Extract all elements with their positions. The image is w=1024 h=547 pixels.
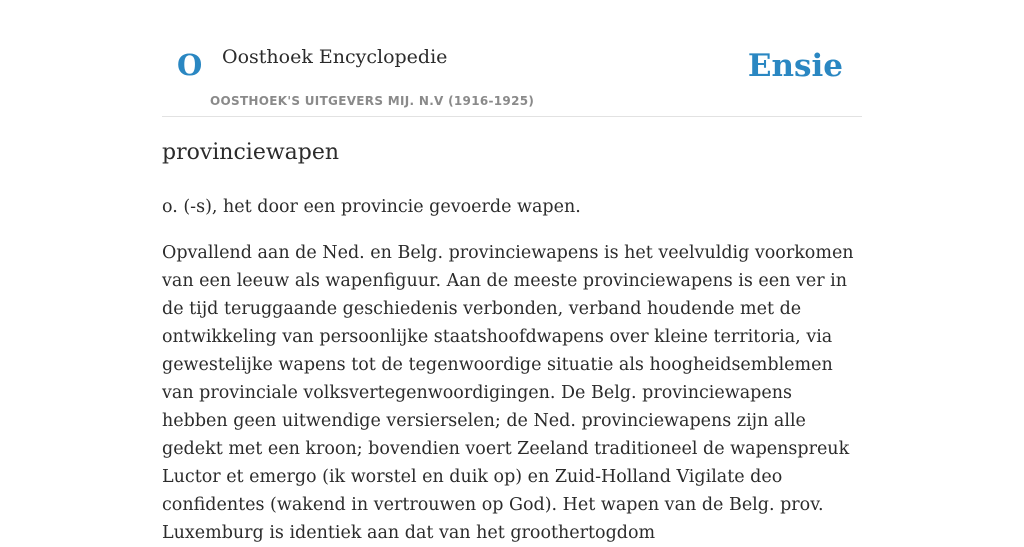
ensie-brand-link[interactable]: Ensie bbox=[747, 48, 843, 84]
article-body: Opvallend aan de Ned. en Belg. provinciewapens is het veelvuldig voorkomen van een leeuw als wapenfiguur. Aan de meeste provinciewapens is een ver in de tijd teruggaande geschiedenis verbonden, verband houdende met de ontwikkeling van persoonlijke staatshoofdwapens over kleine territoria, via gewestelijke wapens tot de tegenwoordige situatie als hoogheidsemblemen van provinciale volksvertegenwoordigingen. De Belg. provinciewapens hebben geen uitwendige versierselen; de Ned. provinciewapens zijn alle gedekt met een kroon; bovendien voert Zeeland traditioneel de wapenspreuk Luctor et emergo (ik worstel en duik op) en Zuid-Holland Vigilate deo confidentes (wakend in vertrouwen op God). Het wapen van de Belg. prov. Luxemburg is identiek aan dat van het groothertogdom bbox=[162, 243, 854, 543]
source-subtitle: OOSTHOEK'S UITGEVERS MIJ. N.V (1916-1925) bbox=[210, 94, 535, 108]
article-definition: o. (-s), het door een provincie gevoerde wapen. bbox=[162, 197, 581, 217]
page bbox=[162, 0, 862, 543]
source-title[interactable]: Oosthoek Encyclopedie bbox=[222, 46, 448, 68]
source-header bbox=[162, 0, 862, 117]
source-logo-letter: O bbox=[177, 48, 203, 82]
article-headword: provinciewapen bbox=[162, 140, 340, 165]
